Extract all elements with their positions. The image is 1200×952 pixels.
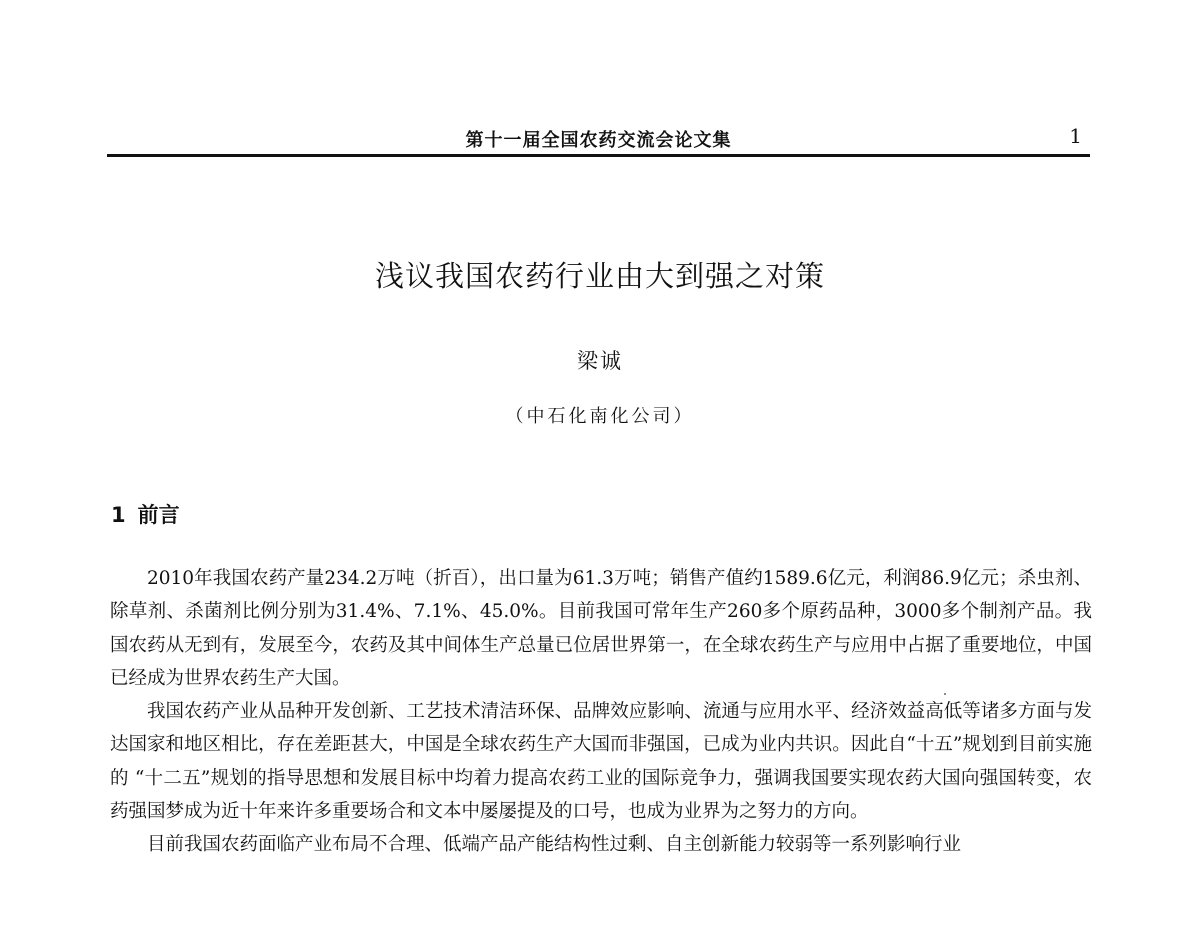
journal-title: 第十一届全国农药交流会论文集 bbox=[465, 130, 732, 151]
section-title: 前言 bbox=[137, 503, 180, 527]
paragraph: 2010年我国农药产量234.2万吨（折百），出口量为61.3万吨；销售产值约1589.6亿元，利润86.9亿元；杀虫剂、除草剂、杀菌剂比例分别为31.4%、7.1%、45.0%。目前我国可常年生产260多个原药品种，3000多个制剂产品。我国农药从无到有，发展至今，农药及其中间体生产总量已位居世界第一，在全球农药生产与应用中占据了重要地位，中国已经成为世界农药生产大国。 bbox=[110, 568, 1092, 689]
header-rule bbox=[107, 154, 1090, 157]
paragraph: 我国农药产业从品种开发创新、工艺技术清洁环保、品牌效应影响、流通与应用水平、经济效益高低等诸多方面与发达国家和地区相比，存在差距甚大，中国是全球农药生产大国而非强国，已成为业内共识。因此自“十五”规划到目前实施的 “十二五”规划的指导思想和发展目标中均着力提高农药工业的国际竞争力，强调我国要实现农药大国向强国转变，农药强国梦成为近十年来许多重要场合和文本中屡屡提及的口号，也成为业界为之努力的方向。 bbox=[110, 701, 1092, 823]
section-heading bbox=[111, 499, 180, 529]
running-header bbox=[107, 124, 1090, 154]
page-number: 1 bbox=[1069, 124, 1082, 148]
paragraph: 目前我国农药面临产业布局不合理、低端产品产能结构性过剩、自主创新能力较弱等一系列影响行业 bbox=[147, 834, 962, 856]
author-affiliation: （中石化南化公司） bbox=[505, 406, 695, 427]
author-name: 梁诚 bbox=[577, 349, 623, 373]
section-number: 1 bbox=[111, 503, 126, 527]
scan-speck bbox=[944, 693, 946, 695]
paper-title: 浅议我国农药行业由大到强之对策 bbox=[374, 259, 825, 293]
body-text bbox=[110, 562, 1092, 862]
